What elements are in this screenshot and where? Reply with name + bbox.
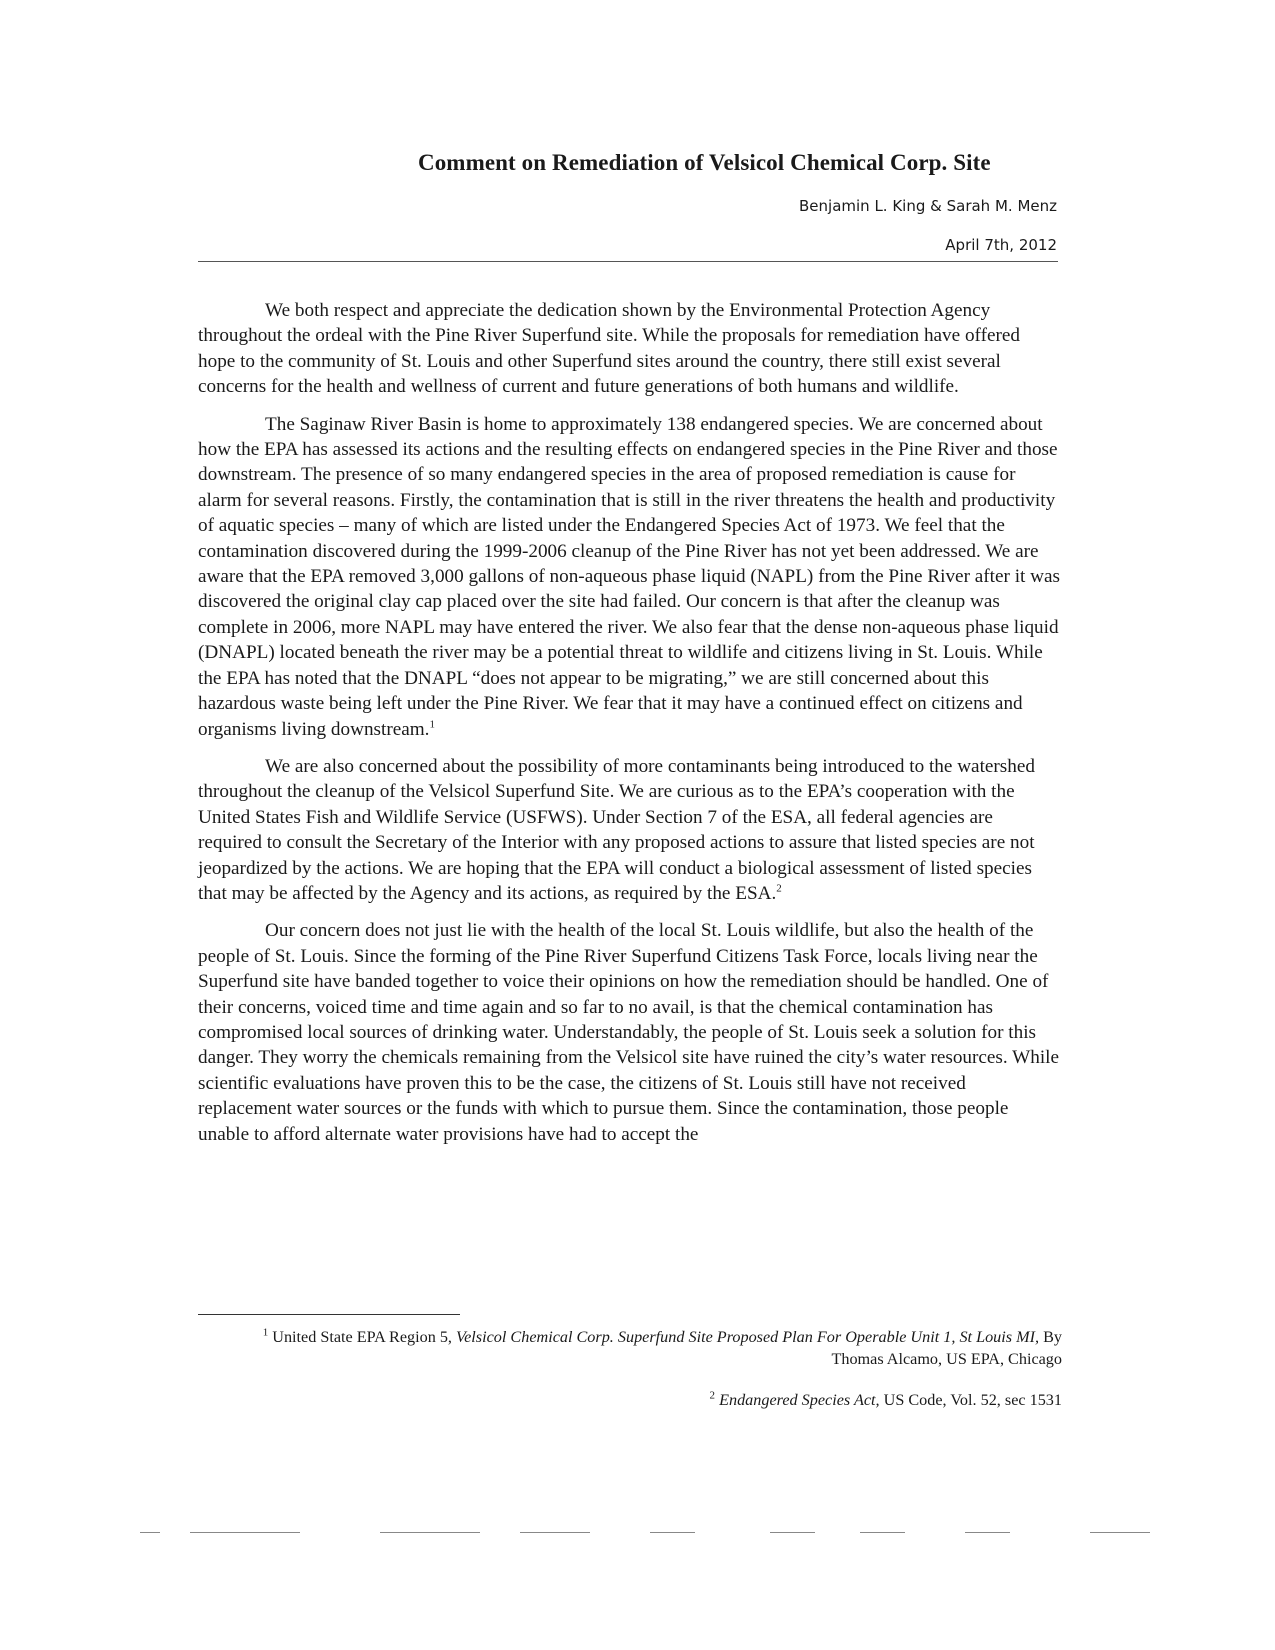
footnote-ref: 1 — [429, 718, 435, 731]
document-date: April 7th, 2012 — [945, 236, 1057, 254]
scan-artifact — [860, 1532, 905, 1533]
scan-artifact — [520, 1532, 590, 1533]
footnote-prefix: United State EPA Region 5, — [272, 1328, 457, 1346]
document-authors: Benjamin L. King & Sarah M. Menz — [799, 197, 1057, 215]
footnote-1 — [242, 1326, 1062, 1370]
footnote-ref: 2 — [776, 882, 782, 895]
paragraph-text: We both respect and appreciate the dedication shown by the Environmental Protection Agency throughout the ordeal with the Pine River Superfund site. While the proposals for remediation have offered hope to the community of St. Louis and other Superfund sites around the country, there still exist several concerns for the health and wellness of current and future generations of both humans and wildlife. — [198, 300, 1021, 398]
scan-artifact — [140, 1532, 160, 1533]
footnote-italic: Velsicol Chemical Corp. Superfund Site Proposed Plan For Operable Unit 1, St Louis MI, — [456, 1328, 1040, 1346]
scan-artifact — [380, 1532, 480, 1533]
paragraph-text: Our concern does not just lie with the health of the local St. Louis wildlife, but also the health of the people of St. Louis. Since the forming of the Pine River Superfund Citizens Task Force, locals living near the Superfund site have banded together to voice their opinions on how the remediation should be handled. One of their concerns, voiced time and time again and so far to no avail, is that the chemical contamination has compromised local sources of drinking water. Understandably, the people of St. Louis seek a solution for this danger. They worry the chemicals remaining from the Velsicol site have ruined the city’s water resources. While scientific evaluations have proven this to be the case, the citizens of St. Louis still have not received replacement water sources or the funds with which to pursue them. Since the contamination, those people unable to afford alternate water provisions have had to accept the — [198, 920, 1060, 1145]
scan-artifact — [190, 1532, 300, 1533]
footnote-2 — [242, 1389, 1062, 1411]
paragraph-1 — [198, 298, 1060, 400]
paragraph-text: The Saginaw River Basin is home to approximately 138 endangered species. We are concerned about how the EPA has assessed its actions and the resulting effects on endangered species in the Pine River and those downstream. The presence of so many endangered species in the area of proposed remediation is cause for alarm for several reasons. Firstly, the contamination that is still in the river threatens the health and productivity of aquatic species – many of which are listed under the Endangered Species Act of 1973. We feel that the contamination discovered during the 1999-2006 cleanup of the Pine River has not yet been addressed. We are aware that the EPA removed 3,000 gallons of non-aqueous phase liquid (NAPL) from the Pine River after it was discovered the original clay cap placed over the site had failed. Our concern is that after the cleanup was complete in 2006, more NAPL may have entered the river. We also fear that the dense non-aqueous phase liquid (DNAPL) located beneath the river may be a potential threat to wildlife and citizens living in St. Louis. While the EPA has noted that the DNAPL “does not appear to be migrating,” we are still concerned about this hazardous waste being left under the Pine River. We fear that it may have a continued effect on citizens and organisms living downstream. — [198, 413, 1061, 740]
paragraph-text: We are also concerned about the possibility of more contaminants being introduced to the watershed throughout the cleanup of the Velsicol Superfund Site. We are curious as to the EPA’s cooperation with the United States Fish and Wildlife Service (USFWS). Under Section 7 of the ESA, all federal agencies are required to consult the Secretary of the Interior with any proposed actions to assure that listed species are not jeopardized by the actions. We are hoping that the EPA will conduct a biological assessment of listed species that may be affected by the Agency and its actions, as required by the ESA. — [198, 755, 1035, 904]
header-divider — [198, 261, 1058, 262]
scan-artifact — [965, 1532, 1010, 1533]
footnote-divider — [198, 1314, 460, 1315]
scan-artifact — [1090, 1532, 1150, 1533]
footnote-italic: Endangered Species Act, — [719, 1391, 880, 1409]
footnote-number: 1 — [262, 1326, 269, 1339]
footnote-suffix: US Code, Vol. 52, sec 1531 — [879, 1391, 1062, 1409]
footnote-suffix: By Thomas Alcamo, US EPA, Chicago — [831, 1328, 1062, 1368]
scan-artifact — [650, 1532, 695, 1533]
paragraph-2 — [198, 412, 1060, 742]
scan-artifact — [770, 1532, 815, 1533]
paragraph-4 — [198, 918, 1060, 1147]
paragraph-3 — [198, 754, 1060, 906]
document-body — [198, 298, 1060, 1159]
footnote-number: 2 — [709, 1389, 716, 1402]
document-title: Comment on Remediation of Velsicol Chemical Corp. Site — [418, 150, 991, 175]
